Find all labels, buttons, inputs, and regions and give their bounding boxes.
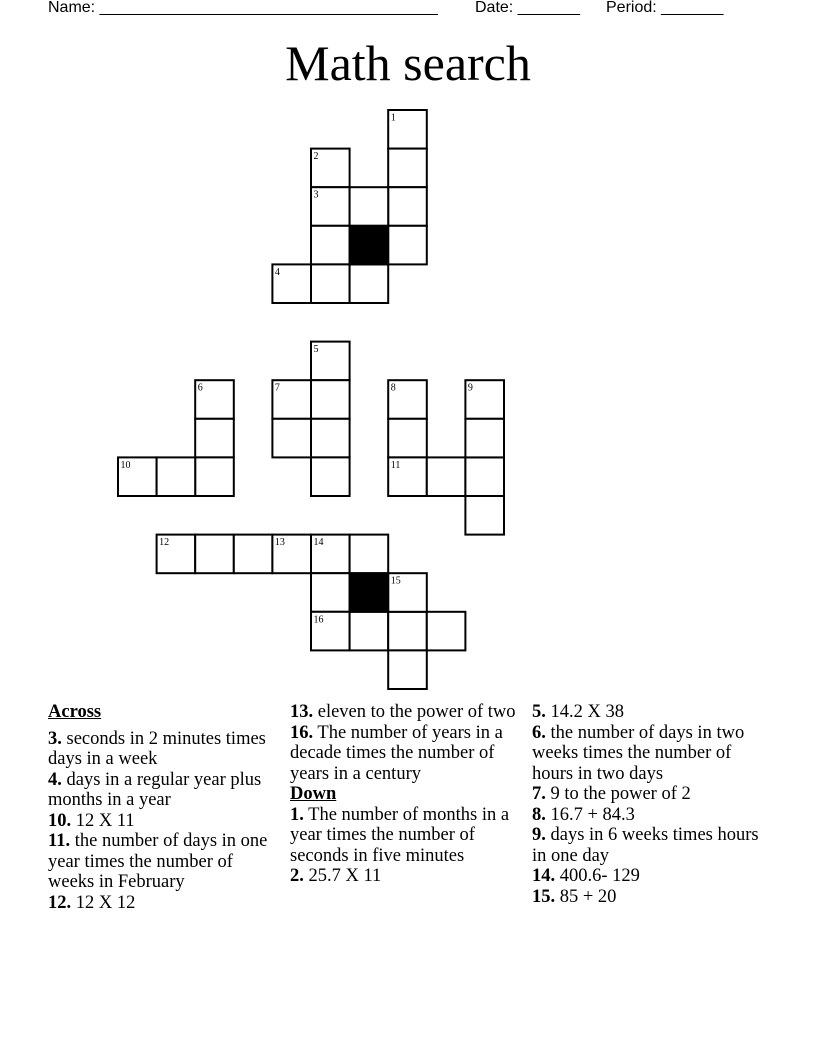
clue-number: 2. [290, 866, 304, 886]
clue-number-label: 3 [313, 189, 319, 201]
clue-number-label: 15 [390, 575, 401, 587]
crossword-cell[interactable] [350, 612, 389, 651]
crossword-cell[interactable] [311, 226, 350, 265]
clue-text: eleven to the power of two [313, 702, 516, 722]
clue-down-14 [532, 866, 764, 887]
clue-number: 14. [532, 866, 556, 886]
clue-number-label: 6 [197, 382, 203, 394]
crossword-cell[interactable] [195, 457, 234, 496]
clue-text: days in a regular year plus months in a year [48, 769, 262, 810]
clues-column-1 [48, 702, 280, 913]
clue-number: 13. [290, 702, 314, 722]
clue-number: 9. [532, 825, 546, 845]
down-heading: Down [290, 784, 337, 804]
clue-across-12 [48, 893, 280, 914]
crossword-cell[interactable] [388, 149, 427, 188]
clue-text: 85 + 20 [555, 886, 617, 907]
clue-text: 9 to the power of 2 [545, 784, 691, 804]
clue-text: 400.6- 129 [555, 866, 640, 886]
clue-text: 25.7 X 11 [303, 866, 382, 886]
clue-text: 12 X 12 [71, 892, 136, 913]
clue-number-label: 16 [313, 614, 324, 626]
clue-down-7 [532, 784, 764, 805]
crossword-cell[interactable] [157, 457, 196, 496]
crossword-cell[interactable] [427, 457, 466, 496]
crossword-cell[interactable] [311, 264, 350, 303]
clue-number-label: 11 [390, 459, 401, 471]
crossword-cell[interactable] [388, 650, 427, 689]
clue-text: seconds in 2 minutes times days in a week [48, 728, 266, 769]
crossword-cell[interactable] [350, 535, 389, 574]
crossword-cell[interactable] [388, 226, 427, 265]
crossword-block [350, 573, 389, 612]
crossword-cell[interactable] [195, 419, 234, 458]
crossword-cell[interactable] [272, 419, 311, 458]
clue-text: 12 X 11 [71, 810, 135, 831]
crossword-cell[interactable] [350, 264, 389, 303]
crossword-block [350, 226, 389, 265]
period-field-label: Period: _______ [606, 0, 724, 16]
clue-across-4 [48, 770, 280, 811]
crossword-cell[interactable] [195, 535, 234, 574]
clue-across-13 [290, 702, 522, 723]
clue-number-label: 10 [120, 459, 131, 471]
clue-number: 3. [48, 728, 62, 749]
clue-number-label: 12 [159, 537, 170, 549]
crossword-cell[interactable] [311, 380, 350, 419]
clue-number-label: 2 [313, 151, 319, 163]
clues-column-3 [532, 702, 764, 907]
clue-text: the number of days in two weeks times the number of hours in two days [532, 722, 745, 784]
clue-text: The number of years in a decade times the number of years in a century [290, 722, 503, 784]
clue-number-label: 13 [274, 537, 285, 549]
date-field-label: Date: _______ [475, 0, 580, 16]
clue-text: 14.2 X 38 [545, 702, 624, 722]
clue-number-label: 5 [313, 344, 319, 356]
clue-number-label: 4 [274, 266, 280, 278]
clue-across-11 [48, 831, 280, 893]
crossword-cell[interactable] [427, 612, 466, 651]
clue-number: 6. [532, 722, 546, 743]
clue-number-label: 7 [274, 382, 280, 394]
clue-number: 5. [532, 702, 546, 722]
crossword-cell[interactable] [234, 535, 273, 574]
clue-number: 4. [48, 769, 62, 790]
clue-down-8 [532, 805, 764, 826]
clue-across-16 [290, 723, 522, 785]
clue-number: 1. [290, 804, 304, 825]
clue-number: 11. [48, 831, 71, 851]
clues-column-2 [290, 702, 522, 887]
clue-number-label: 14 [313, 537, 324, 549]
crossword-cell[interactable] [465, 457, 504, 496]
clue-number-label: 9 [467, 382, 473, 394]
across-heading: Across [48, 702, 102, 722]
clue-text: 16.7 + 84.3 [545, 804, 635, 825]
clue-down-15 [532, 887, 764, 908]
crossword-cell[interactable] [311, 457, 350, 496]
crossword-cell[interactable] [350, 187, 389, 226]
clue-down-5 [532, 702, 764, 723]
clue-text: The number of months in a year times the number of seconds in five minutes [290, 804, 510, 866]
clue-down-1 [290, 805, 522, 867]
crossword-cell[interactable] [465, 419, 504, 458]
clue-across-10 [48, 811, 280, 832]
crossword-cell[interactable] [388, 612, 427, 651]
clue-down-6 [532, 723, 764, 785]
clue-number: 16. [290, 722, 314, 743]
clue-number: 10. [48, 810, 72, 831]
name-field-label: Name: ______________________________________ [48, 0, 438, 16]
clue-number: 7. [532, 784, 546, 804]
crossword-cell[interactable] [388, 187, 427, 226]
clue-text: days in 6 weeks times hours in one day [532, 825, 759, 866]
clue-number: 12. [48, 892, 72, 913]
clue-across-3 [48, 729, 280, 770]
clue-number-label: 8 [390, 382, 396, 394]
clue-number: 15. [532, 886, 556, 907]
clue-number-label: 1 [390, 112, 396, 124]
crossword-cell[interactable] [465, 496, 504, 535]
page-title: Math search [285, 35, 531, 91]
crossword-cell[interactable] [311, 573, 350, 612]
clue-down-2 [290, 866, 522, 887]
crossword-cell[interactable] [311, 419, 350, 458]
clue-number: 8. [532, 804, 546, 825]
crossword-cell[interactable] [388, 419, 427, 458]
clue-text: the number of days in one year times the number of weeks in February [48, 831, 268, 892]
clue-down-9 [532, 825, 764, 866]
